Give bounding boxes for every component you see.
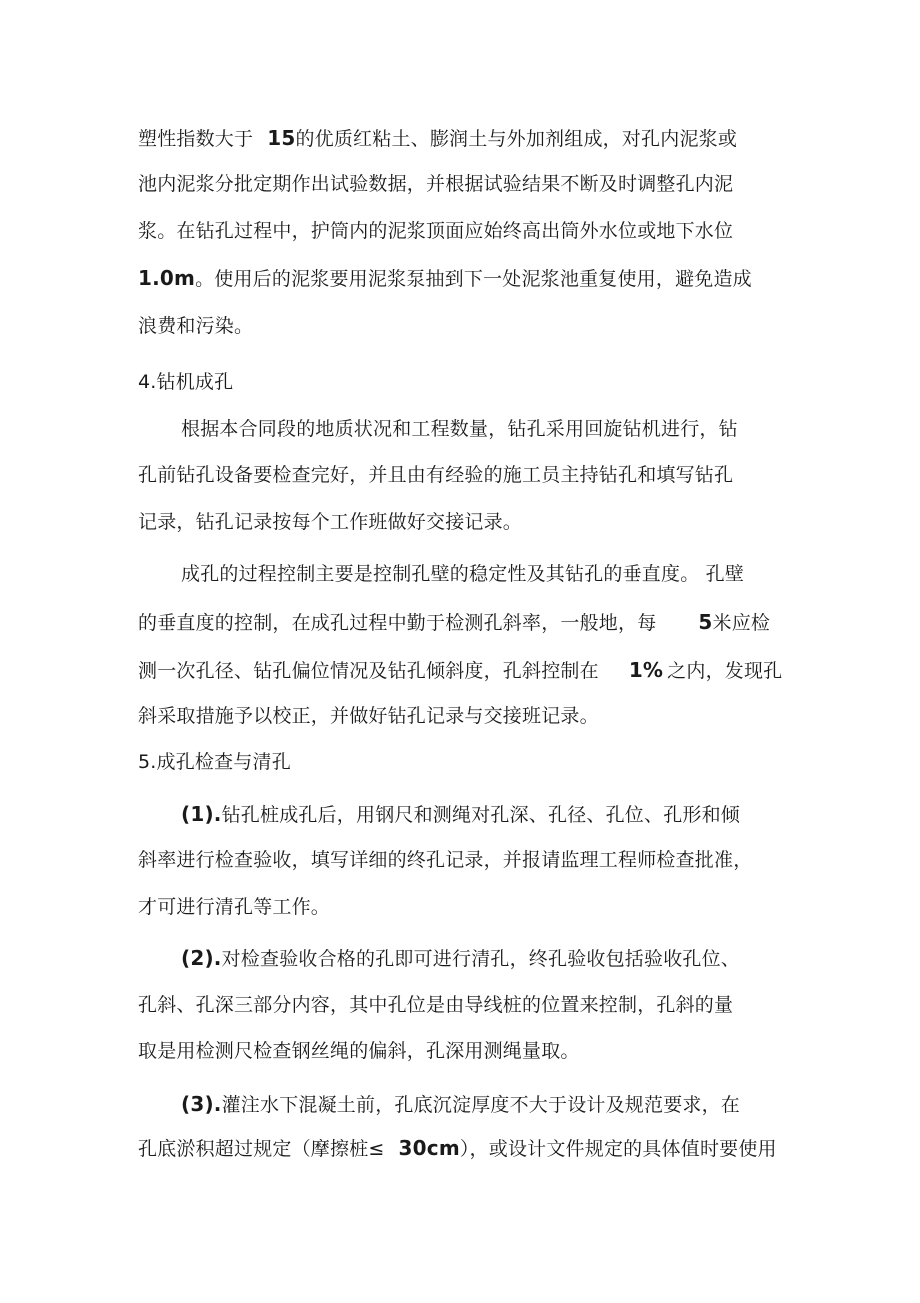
paragraph-line: [181, 1092, 740, 1117]
number-value: 30cm: [398, 1136, 460, 1160]
list-marker: (1).: [181, 802, 222, 826]
text-run: 的优质红粘土、膨润土与外加剂组成，对孔内泥浆或: [295, 128, 738, 150]
section-heading: 5.成孔检查与清孔: [138, 751, 291, 773]
section-heading: 4.钻机成孔: [138, 371, 234, 393]
list-marker: (2).: [181, 946, 222, 970]
text-run: 塑性指数大于: [138, 128, 254, 150]
text-run: 灌注水下混凝土前，孔底沉淀厚度不大于设计及规范要求，在: [221, 1094, 741, 1116]
text-run: 米应检: [712, 612, 771, 634]
paragraph-line: [181, 946, 740, 971]
text-run: 测一次孔径、钻孔偏位情况及钻孔倾斜度，孔斜控制在: [138, 660, 599, 682]
text-run: 钻孔桩成孔后，用钢尺和测绳对孔深、孔径、孔位、孔形和倾: [221, 804, 741, 826]
number-value: 5: [698, 610, 713, 634]
paragraph-line: 浆。在钻孔过程中，护筒内的泥浆顶面应始终高出筒外水位或地下水位: [138, 220, 734, 242]
number-value: 15: [267, 126, 296, 150]
paragraph-line: [138, 610, 770, 635]
paragraph-line: 浪费和污染。: [138, 315, 254, 337]
paragraph-line: 成孔的过程控制主要是控制孔壁的稳定性及其钻孔的垂直度。 孔壁: [181, 563, 745, 585]
text-run: 的垂直度的控制，在成孔过程中勤于检测孔斜率，一般地，每: [138, 612, 657, 634]
number-value: 1%: [628, 658, 664, 682]
paragraph-line: 取是用检测尺检查钢丝绳的偏斜，孔深用测绳量取。: [138, 1040, 580, 1062]
text-run: 。使用后的泥浆要用泥浆泵抽到下一处泥浆池重复使用，避免造成: [195, 268, 752, 290]
number-value: 1.0m: [138, 266, 196, 290]
paragraph-line: 才可进行清孔等工作。: [138, 896, 331, 918]
paragraph-line: 记录，钻孔记录按每个工作班做好交接记录。: [138, 511, 523, 533]
text-run: 孔底淤积超过规定（摩擦桩≤: [138, 1138, 385, 1160]
text-run: ），或设计文件规定的具体值时要使用: [459, 1138, 777, 1160]
paragraph-line: 池内泥浆分批定期作出试验数据，并根据试验结果不断及时调整孔内泥: [138, 173, 734, 195]
paragraph-line: [138, 126, 737, 151]
paragraph-line: 孔前钻孔设备要检查完好，并且由有经验的施工员主持钻孔和填写钻孔: [138, 464, 734, 486]
paragraph-line: [138, 1136, 777, 1161]
paragraph-line: 根据本合同段的地质状况和工程数量，钻孔采用回旋钻机进行，钻: [181, 418, 738, 440]
paragraph-line: 孔斜、孔深三部分内容，其中孔位是由导线桩的位置来控制，孔斜的量: [138, 994, 734, 1016]
paragraph-line: [138, 658, 782, 683]
paragraph-line: [181, 802, 740, 827]
text-run: 对检查验收合格的孔即可进行清孔，终孔验收包括验收孔位、: [221, 948, 741, 970]
paragraph-line: 斜率进行检查验收，填写详细的终孔记录，并报请监理工程师检查批准，: [138, 849, 753, 871]
paragraph-line: [138, 266, 752, 291]
text-run: 之内，发现孔: [667, 660, 783, 682]
paragraph-line: 斜采取措施予以校正，并做好钻孔记录与交接班记录。: [138, 705, 599, 727]
list-marker: (3).: [181, 1092, 222, 1116]
